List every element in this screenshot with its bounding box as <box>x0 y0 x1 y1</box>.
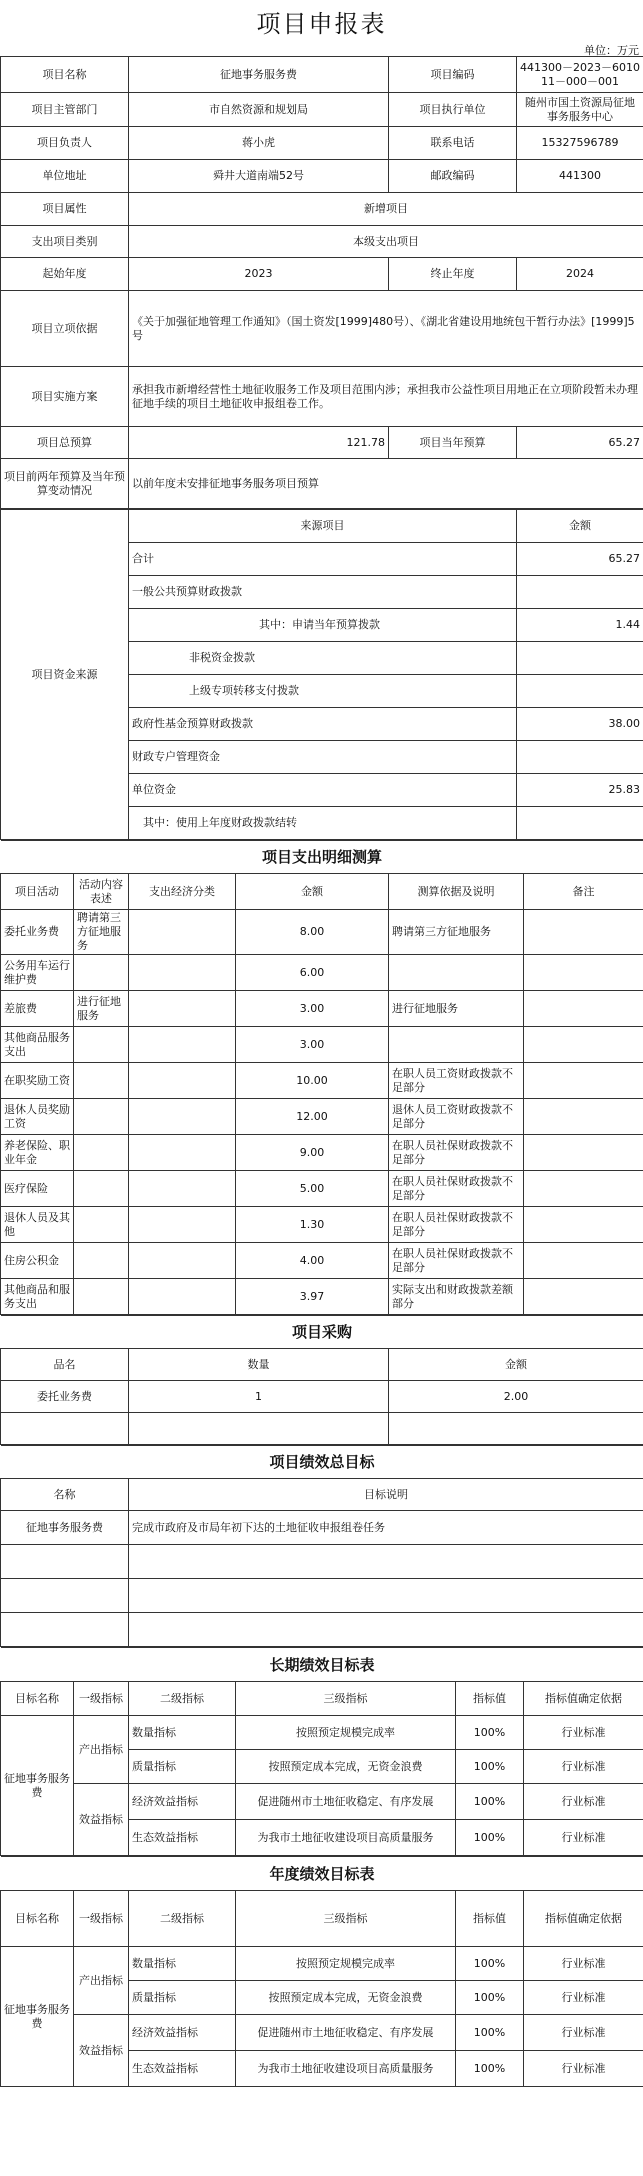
detail-activity: 退休人员及其他 <box>1 1207 74 1243</box>
goal-row-desc: 完成市政府及市局年初下达的土地征收申报组卷任务 <box>129 1511 643 1545</box>
goal-row-name <box>1 1613 129 1647</box>
budget-label: 项目总预算 <box>1 427 129 459</box>
long-header: 一级指标 <box>74 1682 129 1716</box>
long-val: 100% <box>456 1820 524 1856</box>
detail-note <box>524 1099 643 1135</box>
detail-class <box>129 991 236 1027</box>
annual-l3: 按照预定成本完成，无资金浪费 <box>236 1981 456 2015</box>
funding-row-amount <box>517 576 643 609</box>
annual-header: 三级指标 <box>236 1891 456 1947</box>
purchase-table <box>0 1315 643 1445</box>
detail-amount: 3.00 <box>236 1027 389 1063</box>
annual-val: 100% <box>456 2015 524 2051</box>
detail-body <box>1 910 643 1315</box>
funding-row-name: 合计 <box>129 543 517 576</box>
detail-activity: 医疗保险 <box>1 1171 74 1207</box>
funding-row-name: 财政专户管理资金 <box>129 741 517 774</box>
funding-row-name: 非税资金拨款 <box>129 642 517 675</box>
detail-row <box>1 1063 643 1099</box>
detail-basis: 实际支出和财政拨款差额部分 <box>389 1279 524 1315</box>
annual-section-title: 年度绩效目标表 <box>1 1857 643 1891</box>
goal-header: 目标说明 <box>129 1479 643 1511</box>
detail-amount: 8.00 <box>236 910 389 955</box>
detail-note <box>524 1207 643 1243</box>
annual-basis: 行业标准 <box>524 1981 643 2015</box>
purchase-row-qty: 1 <box>129 1381 389 1413</box>
detail-note <box>524 1243 643 1279</box>
long-val: 100% <box>456 1716 524 1750</box>
detail-desc <box>74 1027 129 1063</box>
detail-row <box>1 1243 643 1279</box>
annual-goal-name: 征地事务服务费 <box>1 1947 74 2087</box>
detail-class <box>129 1207 236 1243</box>
long-val: 100% <box>456 1784 524 1820</box>
purchase-row-amount <box>389 1413 643 1445</box>
funding-row-name: 上级专项转移支付拨款 <box>129 675 517 708</box>
zip-value: 441300 <box>517 160 643 193</box>
annual-val: 100% <box>456 1947 524 1981</box>
goal-section-title: 项目绩效总目标 <box>1 1446 643 1479</box>
long-l3: 促进随州市土地征收稳定、有序发展 <box>236 1784 456 1820</box>
purchase-row-name: 委托业务费 <box>1 1381 129 1413</box>
cat-value: 本级支出项目 <box>129 226 643 258</box>
annual-l1: 效益指标 <box>74 2015 129 2087</box>
annual-l2: 数量指标 <box>129 1947 236 1981</box>
long-l2: 生态效益指标 <box>129 1820 236 1856</box>
funding-label: 项目资金来源 <box>1 510 129 840</box>
goal-row-desc <box>129 1613 643 1647</box>
goal-header: 名称 <box>1 1479 129 1511</box>
annual-l2: 经济效益指标 <box>129 2015 236 2051</box>
long-l2: 质量指标 <box>129 1750 236 1784</box>
addr-label: 单位地址 <box>1 160 129 193</box>
detail-header: 备注 <box>524 874 643 910</box>
funding-row-name: 单位资金 <box>129 774 517 807</box>
funding-row-amount: 65.27 <box>517 543 643 576</box>
detail-note <box>524 1135 643 1171</box>
leader-value: 蒋小虎 <box>129 127 389 160</box>
long-l3: 为我市土地征收建设项目高质量服务 <box>236 1820 456 1856</box>
funding-row-amount <box>517 807 643 840</box>
exec-label: 项目执行单位 <box>389 93 517 127</box>
project-info-table <box>0 56 643 509</box>
detail-basis: 退休人员工资财政拨款不足部分 <box>389 1099 524 1135</box>
detail-activity: 公务用车运行维护费 <box>1 955 74 991</box>
detail-row <box>1 1207 643 1243</box>
year-budget-label: 项目当年预算 <box>389 427 517 459</box>
annual-basis: 行业标准 <box>524 2015 643 2051</box>
detail-note <box>524 991 643 1027</box>
long-goal-name: 征地事务服务费 <box>1 1716 74 1856</box>
annual-l3: 促进随州市土地征收稳定、有序发展 <box>236 2015 456 2051</box>
detail-header: 支出经济分类 <box>129 874 236 910</box>
detail-desc <box>74 1243 129 1279</box>
purchase-header: 品名 <box>1 1349 129 1381</box>
detail-header: 项目活动 <box>1 874 74 910</box>
long-basis: 行业标准 <box>524 1784 643 1820</box>
detail-note <box>524 910 643 955</box>
detail-activity: 在职奖励工资 <box>1 1063 74 1099</box>
annual-header: 指标值 <box>456 1891 524 1947</box>
detail-class <box>129 955 236 991</box>
detail-desc: 进行征地服务 <box>74 991 129 1027</box>
annual-l2: 生态效益指标 <box>129 2051 236 2087</box>
detail-amount: 3.00 <box>236 991 389 1027</box>
detail-header: 金额 <box>236 874 389 910</box>
funding-row-amount: 1.44 <box>517 609 643 642</box>
detail-basis <box>389 1027 524 1063</box>
long-l1: 效益指标 <box>74 1784 129 1856</box>
funding-row-amount: 38.00 <box>517 708 643 741</box>
detail-note <box>524 955 643 991</box>
long-header: 三级指标 <box>236 1682 456 1716</box>
long-l2: 经济效益指标 <box>129 1784 236 1820</box>
purchase-row-amount: 2.00 <box>389 1381 643 1413</box>
leader-label: 项目负责人 <box>1 127 129 160</box>
detail-amount: 3.97 <box>236 1279 389 1315</box>
basis-value: 《关于加强征地管理工作通知》（国土资发[1999]480号）、《湖北省建设用地统包干暂行办法》[1999]5号 <box>129 291 643 367</box>
purchase-header: 数量 <box>129 1349 389 1381</box>
long-basis: 行业标准 <box>524 1750 643 1784</box>
detail-activity: 养老保险、职业年金 <box>1 1135 74 1171</box>
attr-label: 项目属性 <box>1 193 129 226</box>
cat-label: 支出项目类别 <box>1 226 129 258</box>
detail-class <box>129 1171 236 1207</box>
dept-label: 项目主管部门 <box>1 93 129 127</box>
detail-header: 活动内容表述 <box>74 874 129 910</box>
detail-row <box>1 910 643 955</box>
long-l2: 数量指标 <box>129 1716 236 1750</box>
goal-row-name <box>1 1579 129 1613</box>
detail-basis: 在职人员社保财政拨款不足部分 <box>389 1243 524 1279</box>
annual-val: 100% <box>456 1981 524 2015</box>
detail-activity: 差旅费 <box>1 991 74 1027</box>
long-val: 100% <box>456 1750 524 1784</box>
detail-section-title: 项目支出明细测算 <box>1 841 643 874</box>
detail-amount: 9.00 <box>236 1135 389 1171</box>
detail-desc <box>74 1279 129 1315</box>
funding-header-amount: 金额 <box>517 510 643 543</box>
detail-note <box>524 1171 643 1207</box>
annual-l3: 为我市土地征收建设项目高质量服务 <box>236 2051 456 2087</box>
start-label: 起始年度 <box>1 258 129 291</box>
purchase-section-title: 项目采购 <box>1 1316 643 1349</box>
annual-l2: 质量指标 <box>129 1981 236 2015</box>
annual-header: 目标名称 <box>1 1891 74 1947</box>
detail-desc <box>74 1135 129 1171</box>
detail-row <box>1 1171 643 1207</box>
long-term-section-title: 长期绩效目标表 <box>1 1648 643 1682</box>
detail-header: 测算依据及说明 <box>389 874 524 910</box>
detail-desc: 聘请第三方征地服务 <box>74 910 129 955</box>
change-value: 以前年度未安排征地事务服务项目预算 <box>129 459 643 509</box>
detail-activity: 委托业务费 <box>1 910 74 955</box>
name-label: 项目名称 <box>1 57 129 93</box>
code-label: 项目编码 <box>389 57 517 93</box>
detail-note <box>524 1279 643 1315</box>
addr-value: 舜井大道南端52号 <box>129 160 389 193</box>
detail-amount: 12.00 <box>236 1099 389 1135</box>
detail-class <box>129 1135 236 1171</box>
detail-amount: 5.00 <box>236 1171 389 1207</box>
change-label: 项目前两年预算及当年预算变动情况 <box>1 459 129 509</box>
detail-class <box>129 1099 236 1135</box>
document-title: 项目申报表 <box>256 9 387 38</box>
detail-row <box>1 1099 643 1135</box>
detail-activity: 住房公积金 <box>1 1243 74 1279</box>
detail-note <box>524 1027 643 1063</box>
funding-row-name: 其中：申请当年预算拨款 <box>129 609 517 642</box>
detail-amount: 10.00 <box>236 1063 389 1099</box>
detail-desc <box>74 955 129 991</box>
detail-table <box>0 840 643 1315</box>
long-l3: 按照预定规模完成率 <box>236 1716 456 1750</box>
purchase-header: 金额 <box>389 1349 643 1381</box>
goal-row-desc <box>129 1545 643 1579</box>
detail-basis: 在职人员社保财政拨款不足部分 <box>389 1171 524 1207</box>
unit-label: 单位：万元 <box>584 44 639 57</box>
funding-header-source: 来源项目 <box>129 510 517 543</box>
detail-row <box>1 955 643 991</box>
phone-label: 联系电话 <box>389 127 517 160</box>
year-budget-value: 65.27 <box>517 427 643 459</box>
detail-desc <box>74 1207 129 1243</box>
detail-class <box>129 1063 236 1099</box>
detail-basis: 在职人员社保财政拨款不足部分 <box>389 1135 524 1171</box>
detail-row <box>1 1279 643 1315</box>
annual-header: 二级指标 <box>129 1891 236 1947</box>
detail-row <box>1 1027 643 1063</box>
long-header: 二级指标 <box>129 1682 236 1716</box>
funding-row-name: 其中：使用上年度财政拨款结转 <box>129 807 517 840</box>
funding-row-amount <box>517 642 643 675</box>
phone-value: 15327596789 <box>517 127 643 160</box>
funding-table <box>0 509 643 840</box>
attr-value: 新增项目 <box>129 193 643 226</box>
long-header: 目标名称 <box>1 1682 74 1716</box>
detail-basis: 聘请第三方征地服务 <box>389 910 524 955</box>
detail-desc <box>74 1099 129 1135</box>
budget-value: 121.78 <box>129 427 389 459</box>
zip-label: 邮政编码 <box>389 160 517 193</box>
basis-label: 项目立项依据 <box>1 291 129 367</box>
annual-header: 一级指标 <box>74 1891 129 1947</box>
detail-note <box>524 1063 643 1099</box>
code-value: 441300－2023－601011－000－001 <box>517 57 643 93</box>
detail-amount: 1.30 <box>236 1207 389 1243</box>
detail-class <box>129 1243 236 1279</box>
funding-row-amount <box>517 741 643 774</box>
detail-class <box>129 1027 236 1063</box>
long-basis: 行业标准 <box>524 1716 643 1750</box>
long-header: 指标值 <box>456 1682 524 1716</box>
annual-basis: 行业标准 <box>524 1947 643 1981</box>
annual-table <box>0 1856 643 2087</box>
funding-row-name: 政府性基金预算财政拨款 <box>129 708 517 741</box>
goal-table <box>0 1445 643 1647</box>
detail-activity: 其他商品和服务支出 <box>1 1279 74 1315</box>
annual-l3: 按照预定规模完成率 <box>236 1947 456 1981</box>
detail-basis: 进行征地服务 <box>389 991 524 1027</box>
funding-row-amount <box>517 675 643 708</box>
goal-row-name: 征地事务服务费 <box>1 1511 129 1545</box>
detail-amount: 4.00 <box>236 1243 389 1279</box>
start-value: 2023 <box>129 258 389 291</box>
funding-row-name: 一般公共预算财政拨款 <box>129 576 517 609</box>
long-term-table <box>0 1647 643 1856</box>
purchase-row-name <box>1 1413 129 1445</box>
detail-basis: 在职人员社保财政拨款不足部分 <box>389 1207 524 1243</box>
detail-amount: 6.00 <box>236 955 389 991</box>
detail-activity: 其他商品服务支出 <box>1 1027 74 1063</box>
long-l1: 产出指标 <box>74 1716 129 1784</box>
goal-row-desc <box>129 1579 643 1613</box>
detail-activity: 退休人员奖励工资 <box>1 1099 74 1135</box>
long-header: 指标值确定依据 <box>524 1682 643 1716</box>
detail-desc <box>74 1171 129 1207</box>
funding-row-amount: 25.83 <box>517 774 643 807</box>
detail-row <box>1 1135 643 1171</box>
detail-row <box>1 991 643 1027</box>
long-basis: 行业标准 <box>524 1820 643 1856</box>
annual-l1: 产出指标 <box>74 1947 129 2015</box>
name-value: 征地事务服务费 <box>129 57 389 93</box>
end-label: 终止年度 <box>389 258 517 291</box>
goal-row-name <box>1 1545 129 1579</box>
plan-label: 项目实施方案 <box>1 367 129 427</box>
purchase-row-qty <box>129 1413 389 1445</box>
exec-value: 随州市国土资源局征地事务服务中心 <box>517 93 643 127</box>
detail-class <box>129 1279 236 1315</box>
detail-class <box>129 910 236 955</box>
annual-header: 指标值确定依据 <box>524 1891 643 1947</box>
end-value: 2024 <box>517 258 643 291</box>
detail-desc <box>74 1063 129 1099</box>
detail-basis <box>389 955 524 991</box>
annual-val: 100% <box>456 2051 524 2087</box>
annual-basis: 行业标准 <box>524 2051 643 2087</box>
long-l3: 按照预定成本完成，无资金浪费 <box>236 1750 456 1784</box>
dept-value: 市自然资源和规划局 <box>129 93 389 127</box>
detail-basis: 在职人员工资财政拨款不足部分 <box>389 1063 524 1099</box>
plan-value: 承担我市新增经营性土地征收服务工作及项目范围内涉；承担我市公益性项目用地正在立项阶段暂未办理征地手续的项目土地征收申报组卷工作。 <box>129 367 643 427</box>
